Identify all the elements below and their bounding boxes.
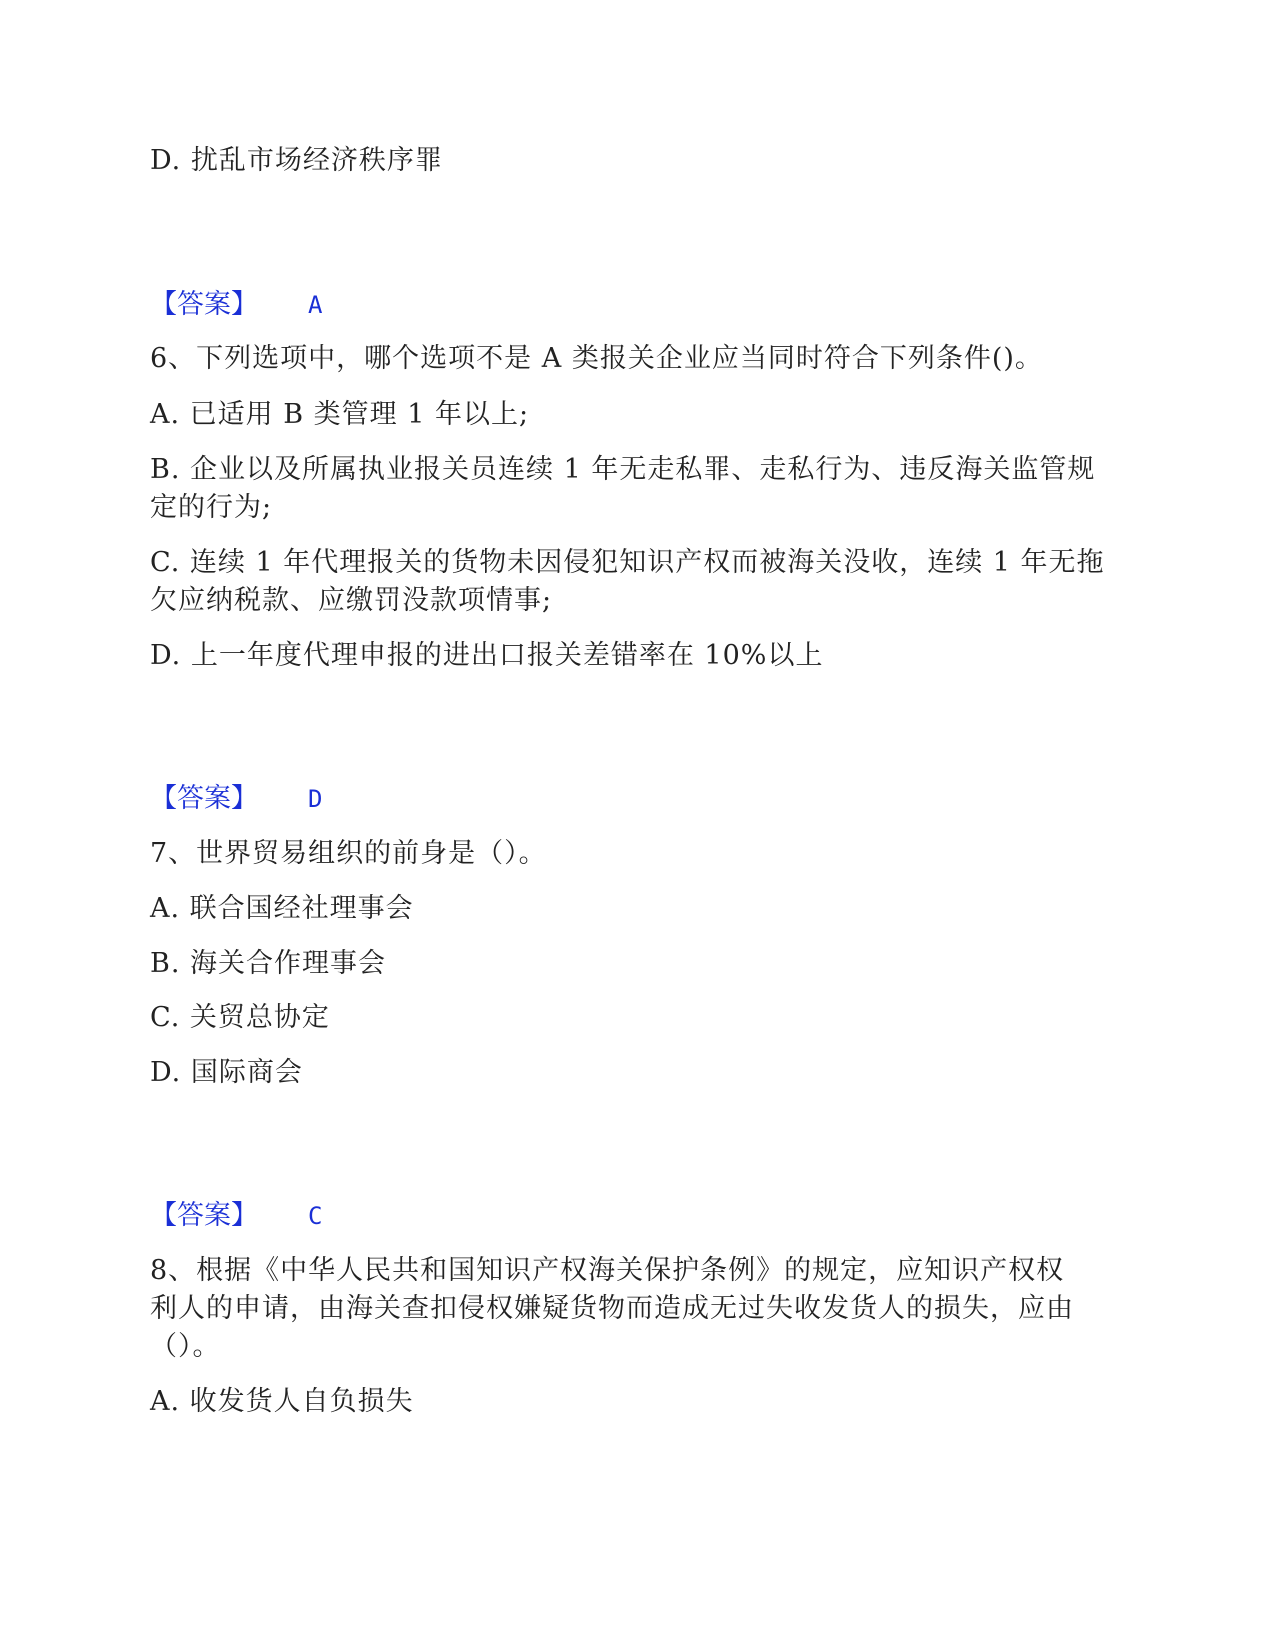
q6-option-c-line2: 欠应纳税款、应缴罚没款项情事; [150, 585, 553, 616]
answer-value: D [308, 785, 323, 813]
answer-value: A [308, 291, 323, 319]
q6-answer [150, 781, 322, 817]
q8-option-a: A. 收发货人自负损失 [150, 1386, 414, 1417]
q6-option-c-line1: C. 连续 1 年代理报关的货物未因侵犯知识产权而被海关没收，连续 1 年无拖 [150, 547, 1105, 578]
answer-label: 【答案】 [150, 783, 258, 814]
q5-option-d: D. 扰乱市场经济秩序罪 [150, 145, 443, 176]
q6-question: 6、下列选项中，哪个选项不是 A 类报关企业应当同时符合下列条件()。 [150, 343, 1043, 374]
q8-question-line2: 利人的申请，由海关查扣侵权嫌疑货物而造成无过失收发货人的损失，应由 [150, 1293, 1074, 1324]
q7-option-a: A. 联合国经社理事会 [150, 893, 414, 924]
q7-answer [150, 1198, 322, 1234]
q7-option-d: D. 国际商会 [150, 1057, 303, 1088]
q5-answer [150, 287, 322, 323]
q8-question-line1: 8、根据《中华人民共和国知识产权海关保护条例》的规定，应知识产权权 [150, 1255, 1065, 1286]
answer-label: 【答案】 [150, 1200, 258, 1231]
q6-option-b-line1: B. 企业以及所属执业报关员连续 1 年无走私罪、走私行为、违反海关监管规 [150, 454, 1096, 485]
answer-label: 【答案】 [150, 289, 258, 320]
q7-option-c: C. 关贸总协定 [150, 1002, 330, 1033]
q6-option-d: D. 上一年度代理申报的进出口报关差错率在 10%以上 [150, 640, 824, 671]
answer-value: C [308, 1202, 323, 1230]
q6-option-a: A. 已适用 B 类管理 1 年以上; [150, 399, 530, 430]
q7-option-b: B. 海关合作理事会 [150, 948, 387, 979]
q7-question: 7、世界贸易组织的前身是（）。 [150, 838, 547, 869]
q8-question-line3: （）。 [150, 1331, 221, 1362]
q6-option-b-line2: 定的行为; [150, 492, 273, 523]
